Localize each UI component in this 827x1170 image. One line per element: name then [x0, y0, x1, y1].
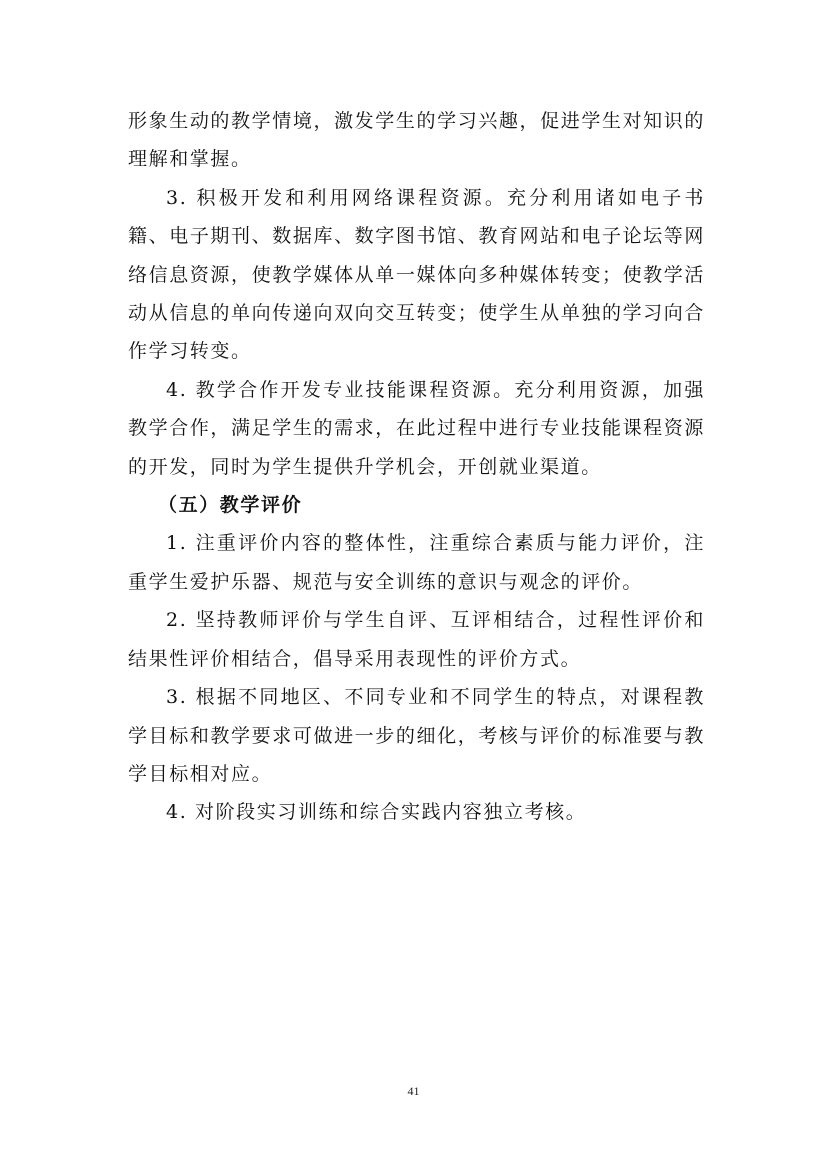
page-content	[128, 102, 705, 832]
evaluation-item-1: 1. 注重评价内容的整体性，注重综合素质与能力评价，注重学生爱护乐器、规范与安全训练的意识与观念的评价。	[128, 532, 705, 593]
paragraph-continued: 形象生动的教学情境，激发学生的学习兴趣，促进学生对知识的理解和掌握。	[128, 110, 705, 171]
page-number: 41	[407, 1084, 420, 1098]
evaluation-item-2: 2. 坚持教师评价与学生自评、互评相结合，过程性评价和结果性评价相结合，倡导采用表现性的评价方式。	[128, 609, 705, 670]
evaluation-item-4: 4. 对阶段实习训练和综合实践内容独立考核。	[166, 801, 587, 824]
evaluation-item-3: 3. 根据不同地区、不同专业和不同学生的特点，对课程教学目标和教学要求可做进一步的细化，考核与评价的标准要与教学目标相对应。	[128, 686, 705, 785]
paragraph-item-4: 4. 教学合作开发专业技能课程资源。充分利用资源，加强教学合作，满足学生的需求，在此过程中进行专业技能课程资源的开发，同时为学生提供升学机会，开创就业渠道。	[128, 378, 705, 478]
paragraph-item-3: 3. 积极开发和利用网络课程资源。充分利用诸如电子书籍、电子期刊、数据库、数字图书馆、教育网站和电子论坛等网络信息资源，使教学媒体从单一媒体向多种媒体转变；使教学活动从信息的单向传递向双向交互转变；使学生从单独的学习向合作学习转变。	[128, 186, 705, 363]
section-heading: （五）教学评价	[158, 494, 303, 517]
